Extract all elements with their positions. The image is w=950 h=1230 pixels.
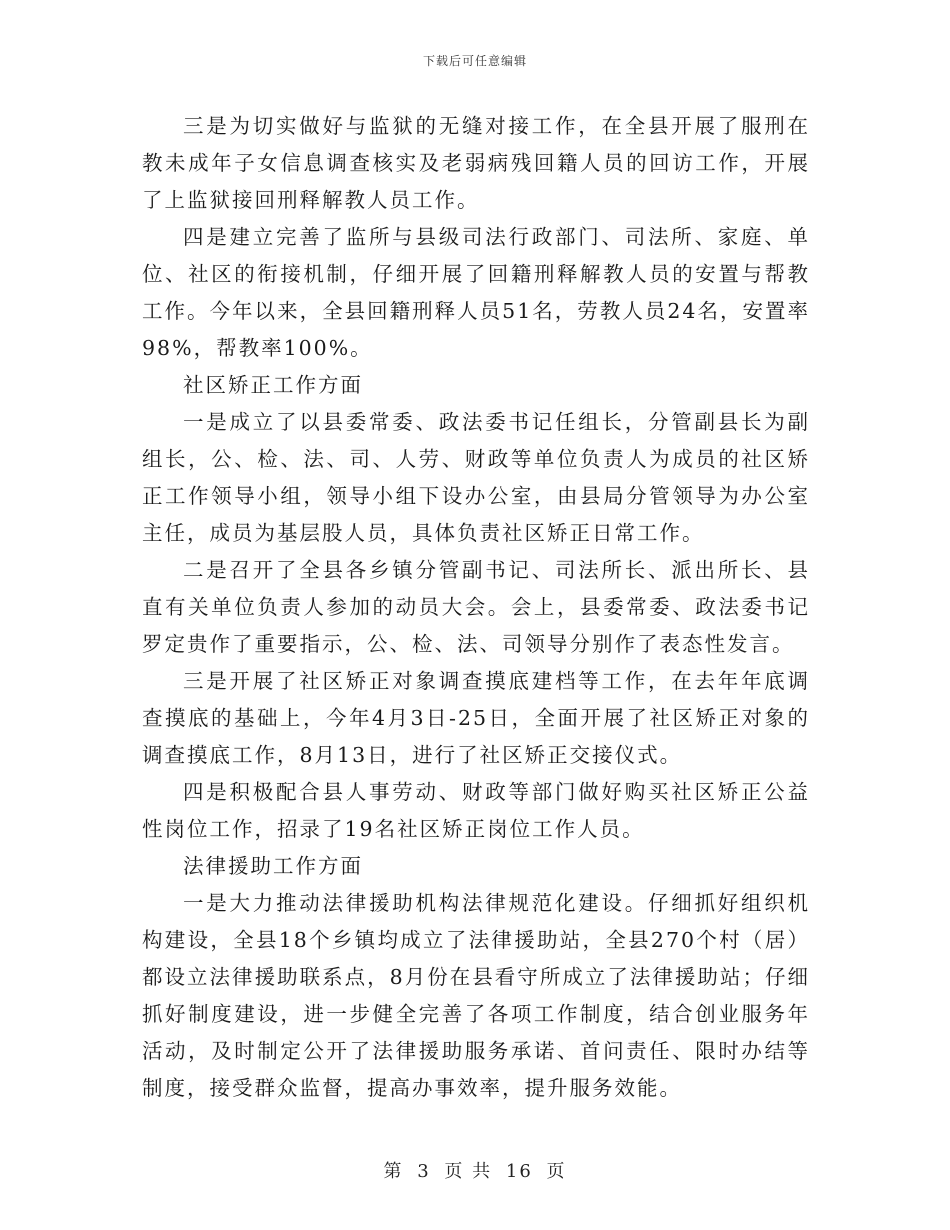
page-footer [0,1157,950,1183]
current-page-number: 3 [417,1161,431,1182]
paragraph: 三是为切实做好与监狱的无缝对接工作，在全县开展了服刑在教未成年子女信息调查核实及老弱病残回籍人员的回访工作，开展了上监狱接回刑释解教人员工作。 [142,114,810,212]
paragraph: 四是建立完善了监所与县级司法行政部门、司法所、家庭、单位、社区的衔接机制，仔细开展了回籍刑释解教人员的安置与帮教工作。今年以来，全县回籍刑释人员51名，劳教人员24名，安置率98%，帮教率100%。 [142,225,810,360]
paragraph: 一是成立了以县委常委、政法委书记任组长，分管副县长为副组长，公、检、法、司、人劳、财政等单位负责人为成员的社区矫正工作领导小组，领导小组下设办公室，由县局分管领导为办公室主任，成员为基层股人员，具体负责社区矫正日常工作。 [142,410,810,545]
footer-prefix: 第 [383,1161,404,1182]
paragraph: 四是积极配合县人事劳动、财政等部门做好购买社区矫正公益性岗位工作，招录了19名社区矫正岗位工作人员。 [142,780,810,841]
section-heading: 社区矫正工作方面 [183,373,363,397]
footer-suffix: 页 [546,1161,567,1182]
total-page-count: 16 [505,1161,533,1182]
paragraph: 一是大力推动法律援助机构法律规范化建设。仔细抓好组织机构建设，全县18个乡镇均成立了法律援助站，全县270个村（居）都设立法律援助联系点，8月份在县看守所成立了法律援助站；仔细抓好制度建设，进一步健全完善了各项工作制度，结合创业服务年活动，及时制定公开了法律援助服务承诺、首问责任、限时办结等制度，接受群众监督，提高办事效率，提升服务效能。 [142,891,810,1100]
document-body [142,108,810,1107]
section-heading: 法律援助工作方面 [183,854,363,878]
paragraph: 三是开展了社区矫正对象调查摸底建档等工作，在去年年底调查摸底的基础上，今年4月3日-25日，全面开展了社区矫正对象的调查摸底工作，8月13日，进行了社区矫正交接仪式。 [142,669,810,767]
paragraph: 二是召开了全县各乡镇分管副书记、司法所长、派出所长、县直有关单位负责人参加的动员大会。会上，县委常委、政法委书记罗定贵作了重要指示，公、检、法、司领导分别作了表态性发言。 [142,558,810,656]
footer-middle: 页 共 [444,1161,493,1182]
page-header: 下载后可任意编辑 [422,54,527,68]
